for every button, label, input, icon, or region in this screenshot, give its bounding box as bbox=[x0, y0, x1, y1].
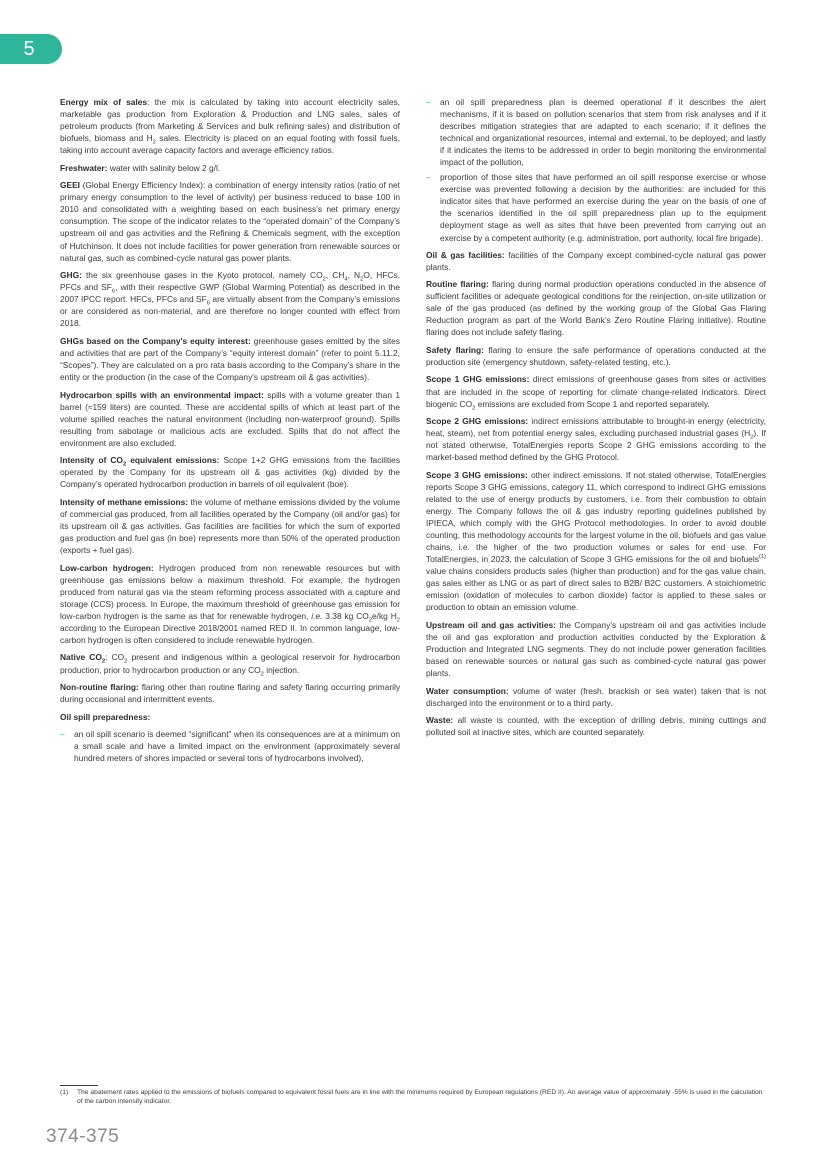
glossary-entry bbox=[60, 269, 400, 329]
glossary-term: Non-routine flaring: bbox=[60, 682, 139, 693]
glossary-entry bbox=[426, 619, 766, 679]
term-separator: : bbox=[147, 97, 155, 107]
glossary-entry bbox=[60, 179, 400, 263]
glossary-definition: water with salinity below 2 g/l. bbox=[109, 162, 221, 173]
glossary-definition: the volume of methane emissions divided by the volume of commercial gas produced, from all facilities operated by the Company (oil and/or gas) for its upstream oil & gas activities. Gas facilities are facilities for which the sum of exported gas production and fuel gas (in boe) represents more than 50% of the operated production (exports + fuel gas). bbox=[60, 496, 400, 556]
glossary-definition: greenhouse gases emitted by the sites and activities that are part of the Company’s “equity interest domain” (refer to point 5.11.2, “Scopes”). They are calculated on a pro rata basis according to the Company’s share in the entity or the production (in the case of the Company's upstream oil & gas activities). bbox=[60, 335, 400, 382]
chapter-number: 5 bbox=[23, 38, 35, 60]
glossary-term: Intensity of $CO_2$ equivalent emissions: bbox=[60, 455, 220, 468]
footnote-marker: (1) bbox=[60, 1089, 69, 1096]
glossary-entry bbox=[426, 415, 766, 463]
glossary-term: Freshwater: bbox=[60, 162, 108, 173]
glossary-term: Scope 3 GHG emissions: bbox=[426, 469, 528, 480]
glossary-definition: spills with a volume greater than 1 barrel (≈159 liters) are counted. These are accidental spills of which at least part of the volume spilled reaches the natural environment (including non-waterproof ground). Spills resulting from sabotage or malicious acts are excluded. Spills that do not affect the environment are also excluded. bbox=[60, 389, 401, 448]
glossary-definition: volume of water (fresh, brackish or sea water) taken that is not discharged into the environment or to a third party. bbox=[426, 685, 767, 708]
glossary-term: Routine flaring: bbox=[426, 279, 489, 290]
chapter-tab bbox=[0, 34, 62, 64]
glossary-definition: flaring during normal production operations conducted in the absence of sufficient facilities or adequate geological conditions for the reinjection, on-site utilization or sale of the gas produced (as defined by the working group of the Global Gas Flaring Reduction program as part of the World Bank’s Zero Routine Flaring initiative). Routine flaring does not include safety flaring. bbox=[426, 279, 767, 338]
glossary-term: Low-carbon hydrogen: bbox=[60, 562, 154, 573]
oil-spill-list-continued bbox=[426, 96, 766, 244]
glossary-entry bbox=[426, 278, 766, 338]
footnote-text: The abatement rates applied to the emissions of biofuels compared to equivalent fossil fuels are in line with the minimums required by European regulations (RED II). An average value of approximately -55% is used in the calculation of the carbon intensity indicator. bbox=[77, 1089, 763, 1105]
glossary-term: Oil spill preparedness: bbox=[60, 711, 151, 722]
glossary-term: GEEI bbox=[60, 180, 81, 191]
glossary-entry bbox=[60, 335, 400, 383]
glossary-left-column bbox=[60, 96, 400, 769]
glossary-definition: the mix is calculated by taking into account electricity sales, marketable gas production from Exploration & Production and LNG sales, sales of petroleum products (from Marketing & Services and bulk refining sales) and distribution of biofuels, biomass and $H_2$ sales. Electricity is placed on an equal footing with fossil fuels, taking into account average capacity factors and average efficiency ratios. bbox=[60, 97, 400, 156]
glossary-entry bbox=[60, 711, 400, 723]
glossary-entry bbox=[60, 454, 400, 490]
glossary-definition: the Company’s upstream oil and gas activities include the oil and gas exploration and production activities conducted by the Exploration & Production and Integrated LNG segments. They do not include power generation facilities based on renewable sources or natural gas such as combined-cycle natural gas power plants. bbox=[426, 619, 766, 679]
glossary-term: Safety flaring: bbox=[426, 344, 484, 355]
glossary-term: Water consumption: bbox=[426, 685, 509, 696]
glossary-entry bbox=[426, 469, 766, 614]
glossary-definition: flaring to ensure the safe performance of operations conducted at the production site (emergency shutdown, safety-related testing, etc.). bbox=[426, 344, 766, 367]
glossary-entry bbox=[60, 562, 400, 646]
list-item: – proportion of those sites that have performed an oil spill response exercise or whose exercise was prevented following a decision by the authorities: are included for this indicator sites that have performed an exercise during the year on the basis of one of the scenarios identified in the oil spill preparedness plan up to the equipment deployment stage as well as sites that have been prevented from carrying out an exercise by a competent authority (e.g. administration, port authority, local fire brigade). bbox=[426, 171, 766, 243]
page-number: 374-375 bbox=[46, 1126, 120, 1147]
glossary-definition: direct emissions of greenhouse gases from sites or activities that are included in the scope of reporting for climate change-related indicators. Direct biogenic $CO_2$ emissions are excluded from Scope 1 and reported separately. bbox=[426, 374, 766, 412]
glossary-definition: $CO_2$ present and indigenous within a geological reservoir for hydrocarbon production, prior to hydrocarbon production or any $CO_2$ injection. bbox=[60, 652, 401, 678]
glossary-entry bbox=[426, 685, 766, 709]
glossary-entry bbox=[426, 249, 766, 273]
glossary-definition: other indirect emissions. If not stated otherwise, TotalEnergies reports Scope 3 GHG emissions, category 11, which correspond to indirect GHG emissions related to the use of energy products by customers, i.e. from their combustion to obtain energy. The Company follows the oil & gas industry reporting guidelines published by IPIECA, which comply with the GHG Protocol methodologies. In order to avoid double counting, this methodology accounts for the largest volume in the oil, biofuels and gas value chains, i.e. the higher of the two production volumes or sales for end use. For TotalEnergies, in 2023, the calculation of Scope 3 GHG emissions for the oil and biofuels$^{(1)}$ value chains considers products sales (higher than production) and for the gas value chain, gas sales either as LNG or as part of direct sales to B2B/ B2C customers. A stoichiometric emission (oxidation of molecules to carbon dioxide) factor is applied to these sales or production to obtain an emission volume. bbox=[426, 469, 766, 613]
glossary-definition: (Global Energy Efficiency Index): a combination of energy intensity ratios (ratio of net primary energy consumption to the level of activity) per business reduced to base 100 in 2010 and consolidated with a weighting based on each business’s net primary energy consumption. The scope of the indicator relates to the “operated domain” of the Company’s upstream oil and gas activities and the Refining & Chemicals segment, with the exception of Hutchinson. It does not include facilities for power generation from renewable sources or natural gas, such as combined-cycle natural gas power plants. bbox=[60, 180, 400, 263]
footnote-divider bbox=[60, 1085, 98, 1086]
glossary-term: Oil & gas facilities: bbox=[426, 249, 505, 260]
glossary-definition: Scope 1+2 GHG emissions from the facilities operated by the Company for its upstream oil & gas activities (kg) divided by the Company’s operated hydrocarbon production in barrels of oil equivalent (boe). bbox=[60, 455, 401, 490]
glossary-definition: indirect emissions attributable to brought-in energy (electricity, heat, steam), net from potential energy sales, excluding purchased industrial gases $(H_2)$. If not stated otherwise, TotalEnergies reports Scope 2 GHG emissions according to the market-based method defined by the GHG Protocol. bbox=[426, 416, 766, 463]
glossary-entry bbox=[426, 714, 766, 738]
glossary-term: GHG: bbox=[60, 270, 82, 281]
glossary-term: Scope 2 GHG emissions: bbox=[426, 416, 529, 427]
glossary-term: Waste: bbox=[426, 715, 454, 726]
term-separator: : bbox=[105, 652, 112, 663]
glossary-entry bbox=[60, 162, 400, 174]
glossary-entry bbox=[426, 373, 766, 412]
glossary-right-column bbox=[426, 96, 766, 744]
glossary-definition: all waste is counted, with the exception of drilling debris, mining cuttings and polluted soil at inactive sites, which are counted separately. bbox=[426, 715, 766, 738]
footnote bbox=[60, 1089, 768, 1106]
glossary-definition: flaring other than routine flaring and safety flaring occurring primarily during occasional and intermittent events. bbox=[60, 682, 401, 705]
glossary-entry bbox=[60, 496, 400, 556]
glossary-definition: facilities of the Company except combined-cycle natural gas power plants. bbox=[426, 249, 767, 272]
glossary-entry bbox=[60, 96, 400, 156]
glossary-term: GHGs based on the Company's equity interest: bbox=[60, 335, 251, 346]
list-item: – an oil spill preparedness plan is deemed operational if it describes the alert mechanisms, if it is based on pollution scenarios that stem from risk analyses and if it describes mitigation strategies that are adapted to each scenario; if it defines the technical and organizational resources, internal and external, to be deployed; and lastly if it indicates the items to be addressed in order to begin monitoring the environmental impact of the pollution, bbox=[426, 96, 766, 168]
glossary-entry bbox=[60, 389, 400, 449]
glossary-entry bbox=[60, 651, 401, 678]
glossary-definition: the six greenhouse gases in the Kyoto protocol, namely $CO_2$, $CH_4$, $N_2O$, HFCs, PFCs and $SF_6$, with their respective GWP (Global Warming Potential) as described in the 2007 IPCC report. HFCs, PFCs and $SF_6$ are virtually absent from the Company’s emissions or are considered as non-material, and are therefore no longer counted with effect from 2018. bbox=[60, 270, 401, 329]
glossary-term: Upstream oil and gas activities: bbox=[426, 619, 556, 630]
oil-spill-list bbox=[60, 728, 400, 764]
glossary-definition: Hydrogen produced from non renewable resources but with greenhouse gas emissions below a maximum threshold. For example, the hydrogen produced from natural gas via the steam reforming process associated with a capture and storage (CCS) process. In Europe, the maximum threshold of greenhouse gas emission for low-carbon hydrogen is the same as that for renewable hydrogen, i.e. 3.38 kg $CO_2e/kg$ $H_2$ according to the European Directive 2018/2001 named RED II. In common language, low-carbon hydrogen is often considered to include renewable hydrogen. bbox=[60, 562, 401, 645]
glossary-entry bbox=[426, 344, 766, 368]
glossary-entry bbox=[60, 681, 400, 705]
list-item: – an oil spill scenario is deemed “significant” when its consequences are at a minimum on a small scale and have a limited impact on the environment (approximately several hundred meters of shores impacted or several tons of hydrocarbons involved), bbox=[60, 728, 400, 764]
glossary-term: Scope 1 GHG emissions: bbox=[426, 374, 530, 385]
glossary-term: Native $CO_2$ bbox=[60, 652, 106, 666]
glossary-term: Hydrocarbon spills with an environmental impact: bbox=[60, 389, 264, 400]
glossary-term: Intensity of methane emissions: bbox=[60, 496, 189, 507]
glossary-term: Energy mix of sales bbox=[60, 97, 148, 107]
